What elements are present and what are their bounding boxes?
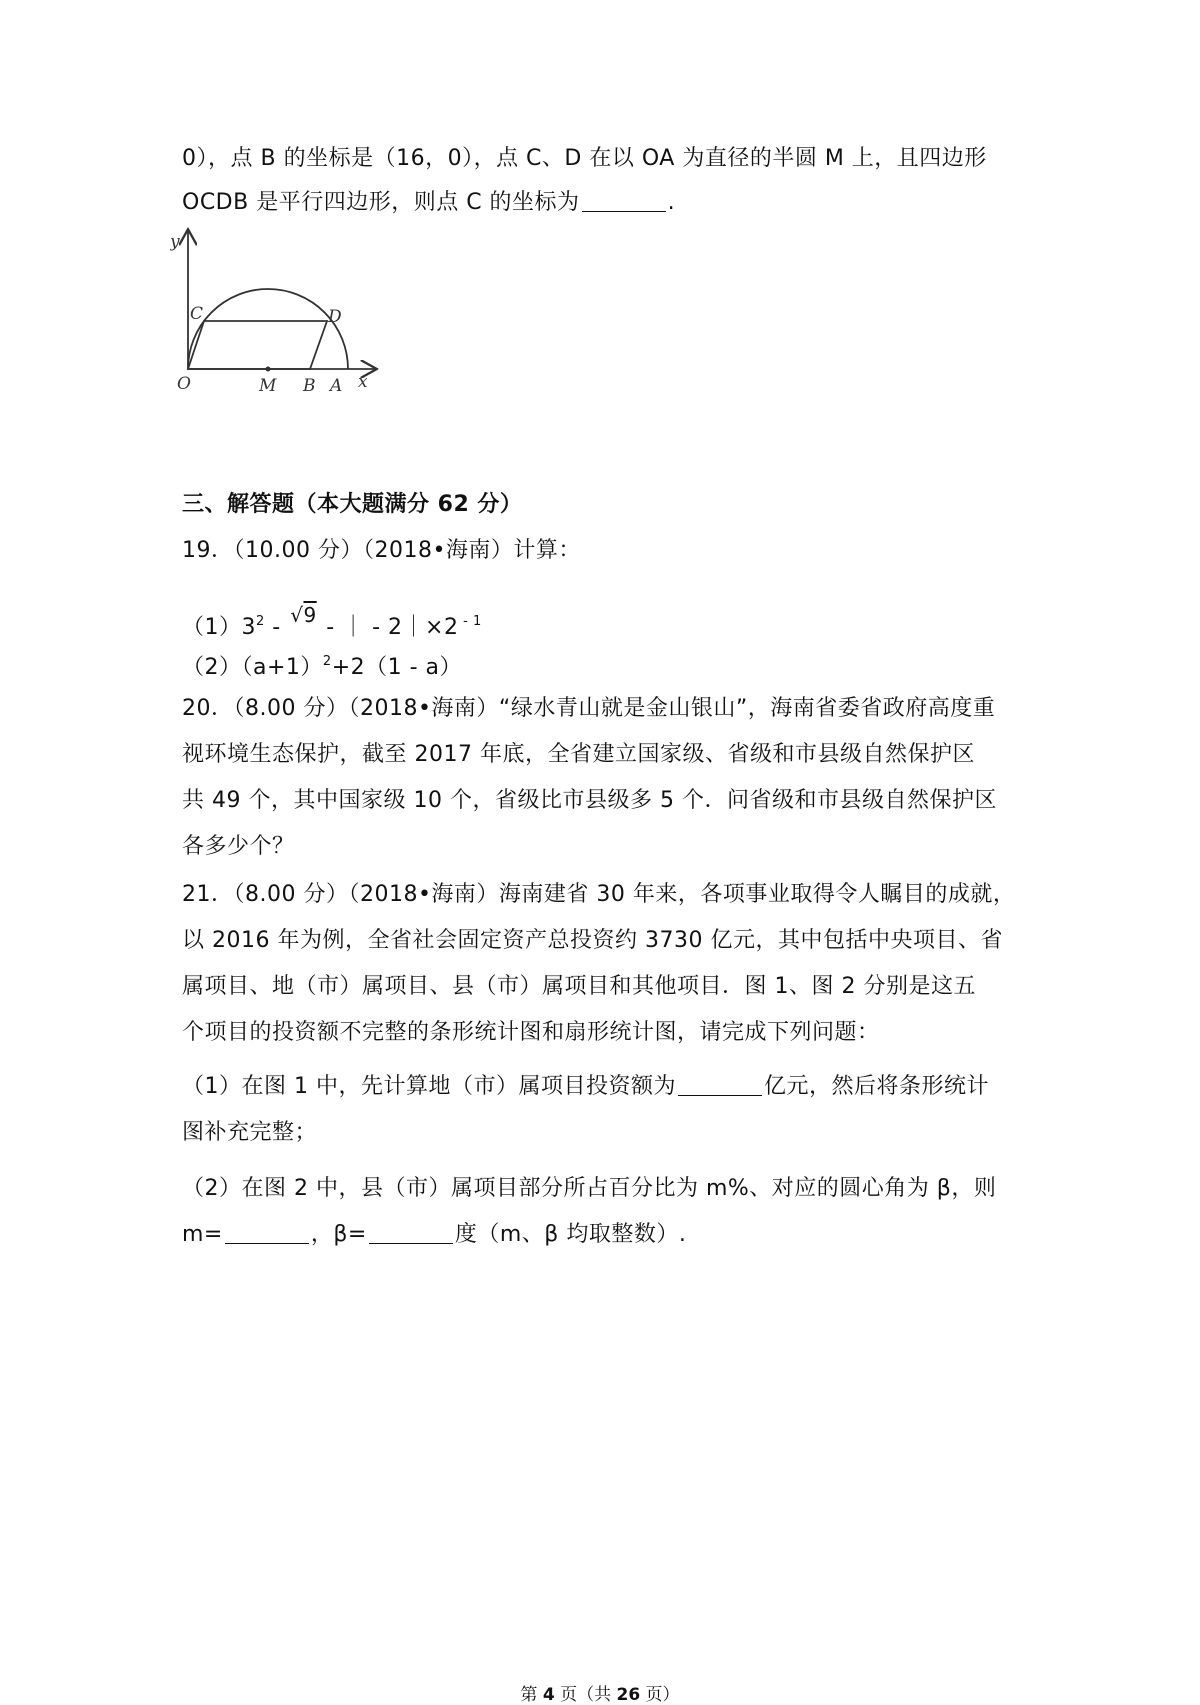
footer-mid: 页（共	[554, 1685, 617, 1705]
label-d: D	[328, 307, 342, 327]
label-y: y	[170, 232, 180, 252]
problem21-q1	[182, 1072, 989, 1102]
problem21-q2-line2	[182, 1220, 686, 1250]
semicircle-figure	[170, 225, 400, 400]
problem20-line2: 视环境生态保护，截至 2017 年底，全省建立国家级、省级和市县级自然保护区	[182, 742, 975, 767]
problem21-line3: 属项目、地（市）属项目、县（市）属项目和其他项目．图 1、图 2 分别是这五	[182, 974, 976, 999]
answer-blank	[582, 189, 666, 212]
section3-title: 三、解答题（本大题满分 62 分）	[182, 492, 523, 517]
part2-label: （2）	[182, 655, 242, 680]
answer-blank	[369, 1221, 453, 1244]
problem20-line3: 共 49 个，其中国家级 10 个，省级比市县级多 5 个．问省级和市县级自然保护区	[182, 788, 997, 813]
sqrt-expression: √9	[290, 603, 317, 627]
problem20-line1: 20．（8.00 分）（2018•海南）“绿水青山就是金山银山”，海南省委省政府高度重	[182, 696, 996, 721]
current-page: 4	[542, 1685, 555, 1705]
q1-suffix: 亿元，然后将条形统计	[763, 1074, 989, 1099]
q1-text: （1）在图 1 中，先计算地（市）属项目投资额为	[182, 1074, 676, 1099]
problem21-line4: 个项目的投资额不完整的条形统计图和扇形统计图，请完成下列问题：	[182, 1020, 880, 1045]
label-c: C	[190, 304, 204, 324]
problem18-line1: 0），点 B 的坐标是（16，0），点 C、D 在以 OA 为直径的半圆 M 上，且四边形	[182, 146, 987, 171]
problem20-line4: 各多少个？	[182, 834, 295, 859]
part2-left: （a+1）	[241, 655, 323, 680]
power-base: 3	[241, 615, 256, 640]
label-a: A	[330, 376, 343, 396]
page-footer	[0, 1680, 1200, 1705]
problem18-end: .	[667, 190, 676, 215]
label-x: x	[358, 372, 368, 392]
part2-exp: 2	[322, 654, 332, 669]
problem19-part1	[182, 600, 482, 643]
point-m	[266, 367, 271, 372]
problem19-part2	[182, 647, 462, 683]
footer-prefix: 第	[520, 1685, 543, 1705]
part1-label: （1）	[182, 615, 242, 640]
parallelogram-ocdb	[188, 321, 327, 369]
part2-right: +2（1 - a）	[331, 655, 463, 680]
q2-suffix: 度（m、β 均取整数）.	[454, 1222, 687, 1247]
m-label: m=	[182, 1222, 223, 1247]
abs-expression: - ｜ - 2｜×2	[318, 615, 459, 640]
power-exp: 2	[256, 614, 265, 629]
negative-exp: - 1	[458, 614, 482, 629]
answer-blank	[225, 1221, 309, 1244]
problem21-q1-line2: 图补充完整；	[182, 1120, 318, 1145]
minus-op: -	[264, 615, 289, 640]
label-b: B	[303, 376, 316, 396]
problem21-line2: 以 2016 年为例，全省社会固定资产总投资约 3730 亿元，其中包括中央项目、省	[182, 928, 1003, 953]
problem18-line2	[182, 188, 675, 218]
label-m: M	[259, 376, 277, 396]
total-pages: 26	[616, 1685, 641, 1705]
beta-label: ，β=	[310, 1222, 367, 1247]
label-o: O	[177, 374, 191, 394]
answer-blank	[678, 1073, 762, 1096]
problem18-text: OCDB 是平行四边形，则点 C 的坐标为	[182, 190, 580, 215]
radicand: 9	[303, 603, 317, 627]
problem21-line1: 21．（8.00 分）（2018•海南）海南建省 30 年来，各项事业取得令人瞩目的成就，	[182, 882, 1016, 907]
problem21-q2-line1: （2）在图 2 中，县（市）属项目部分所占百分比为 m%、对应的圆心角为 β，则	[182, 1176, 997, 1201]
footer-suffix: 页）	[640, 1685, 680, 1705]
problem19-header: 19．（10.00 分）（2018•海南）计算：	[182, 538, 581, 563]
